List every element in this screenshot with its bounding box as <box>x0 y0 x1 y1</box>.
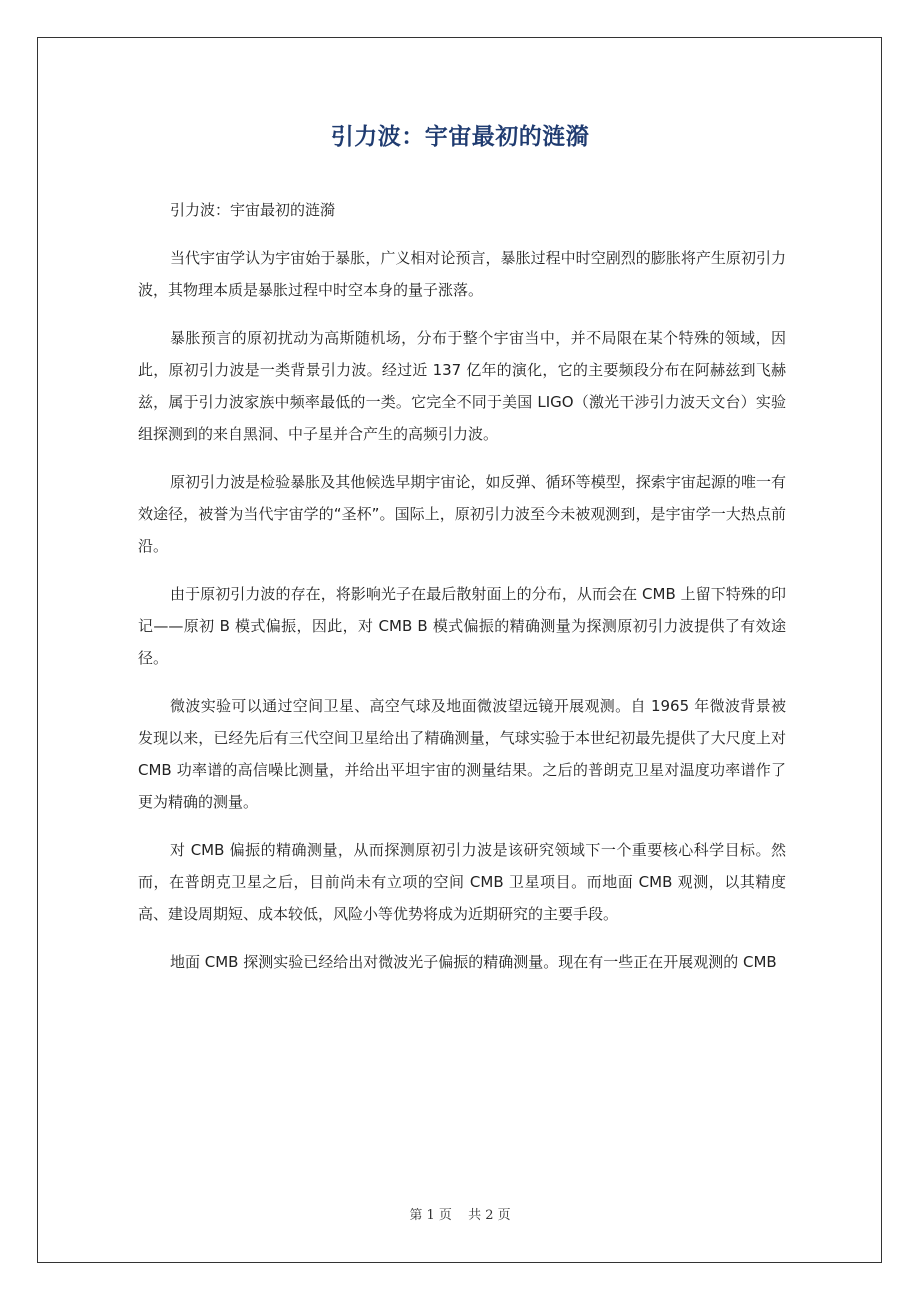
page-footer <box>0 1206 920 1226</box>
paragraph: 地面 CMB 探测实验已经给出对微波光子偏振的精确测量。现在有一些正在开展观测的 CMB <box>170 953 777 971</box>
paragraph: 暴胀预言的原初扰动为高斯随机场，分布于整个宇宙当中，并不局限在某个特殊的领域，因此，原初引力波是一类背景引力波。经过近 137 亿年的演化，它的主要频段分布在阿赫兹到飞赫兹，属于引力波家族中频率最低的一类。它完全不同于美国 LIGO（激光干涉引力波天文台）实验组探测到的来自黑洞、中子星并合产生的高频引力波。 <box>138 329 786 443</box>
document-title: 引力波：宇宙最初的涟漪 <box>330 124 590 150</box>
document-body <box>138 194 786 994</box>
paragraph: 原初引力波是检验暴胀及其他候选早期宇宙论，如反弹、循环等模型，探索宇宙起源的唯一有效途径，被誉为当代宇宙学的“圣杯”。国际上，原初引力波至今未被观测到，是宇宙学一大热点前沿。 <box>138 473 786 555</box>
paragraph: 当代宇宙学认为宇宙始于暴胀，广义相对论预言，暴胀过程中时空剧烈的膨胀将产生原初引力波，其物理本质是暴胀过程中时空本身的量子涨落。 <box>138 249 786 299</box>
page-number: 第 1 页 <box>409 1208 452 1223</box>
paragraph: 对 CMB 偏振的精确测量，从而探测原初引力波是该研究领域下一个重要核心科学目标。然而，在普朗克卫星之后，目前尚未有立项的空间 CMB 卫星项目。而地面 CMB 观测，以其精度高、建设周期短、成本较低，风险小等优势将成为近期研究的主要手段。 <box>138 841 786 923</box>
paragraph-subtitle: 引力波：宇宙最初的涟漪 <box>170 201 336 219</box>
paragraph: 由于原初引力波的存在，将影响光子在最后散射面上的分布，从而会在 CMB 上留下特殊的印记——原初 B 模式偏振，因此，对 CMB B 模式偏振的精确测量为探测原初引力波提供了有效途径。 <box>138 585 786 667</box>
page-total: 共 2 页 <box>468 1208 511 1223</box>
paragraph: 微波实验可以通过空间卫星、高空气球及地面微波望远镜开展观测。自 1965 年微波背景被发现以来，已经先后有三代空间卫星给出了精确测量，气球实验于本世纪初最先提供了大尺度上对 CMB 功率谱的高信噪比测量，并给出平坦宇宙的测量结果。之后的普朗克卫星对温度功率谱作了更为精确的测量。 <box>138 697 786 811</box>
